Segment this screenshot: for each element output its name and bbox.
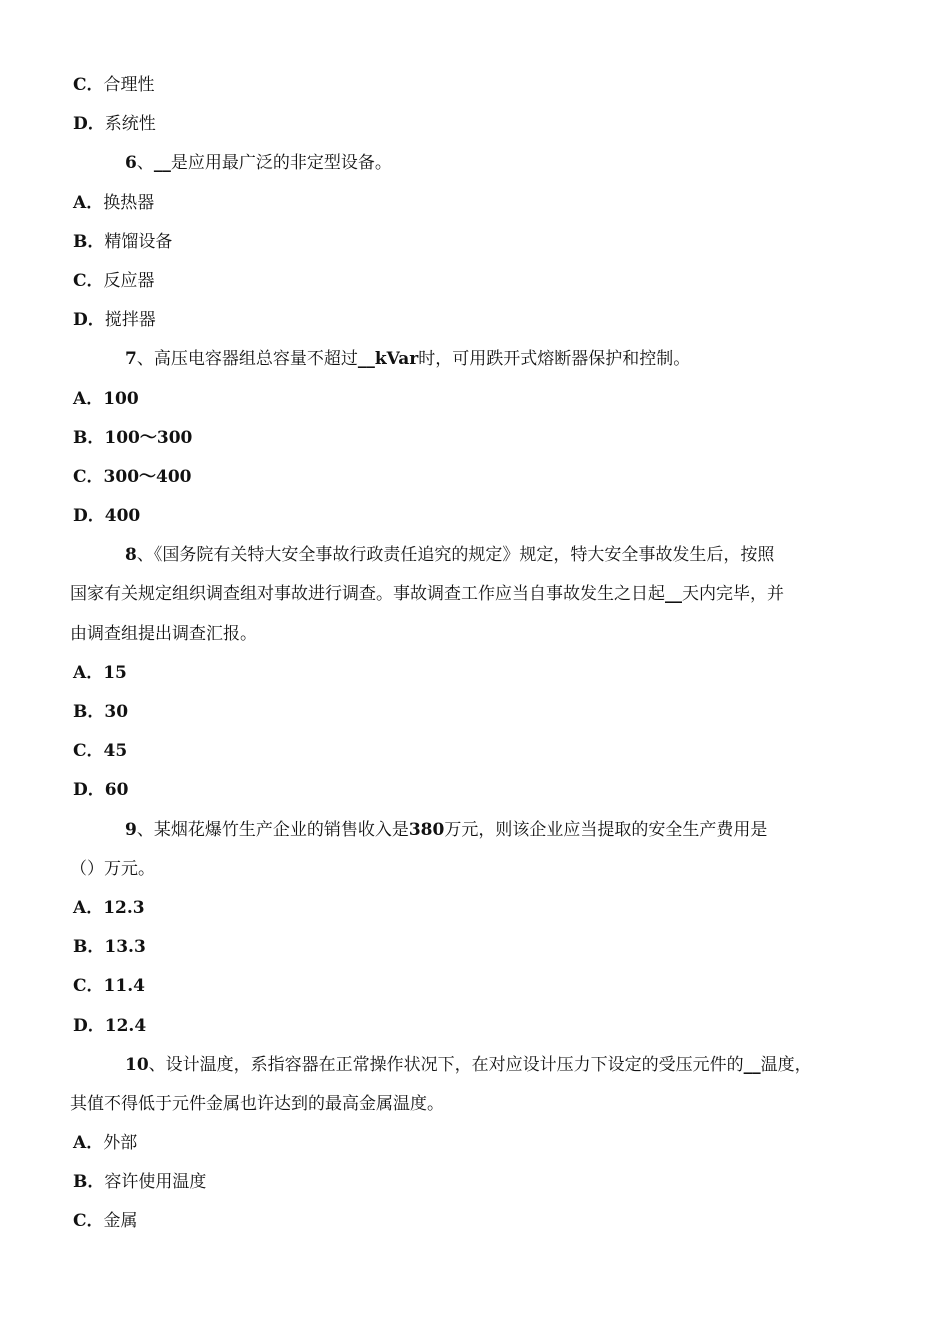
question-text: __: [743, 1054, 761, 1075]
question-line: [0, 1046, 950, 1085]
option-text: 400: [104, 506, 141, 527]
answer-option: [0, 223, 950, 262]
document-page: [0, 66, 950, 1242]
option-text: 30: [104, 702, 129, 722]
question-text: 由调查组提出调查汇报。: [70, 623, 257, 644]
answer-option: [0, 380, 950, 419]
option-text: 12.4: [104, 1015, 147, 1036]
question-text: 其值不得低于元件金属也许达到的最高金属温度。: [70, 1093, 444, 1114]
question-text: 设计温度，系指容器在正常操作状况下，在对应设计压力下设定的受压元件的: [165, 1054, 744, 1075]
option-letter: A．: [73, 897, 104, 918]
question-separator: 、: [148, 1054, 166, 1075]
question-continuation: [0, 1085, 950, 1124]
option-letter: C．: [73, 1211, 104, 1232]
question-text: __: [153, 153, 171, 174]
question-text: 温度，: [760, 1054, 812, 1075]
option-text: 15: [103, 662, 127, 683]
option-text: 系统性: [104, 114, 156, 135]
answer-option: [0, 1124, 950, 1163]
question-text: 国家有关规定组织调查组对事故进行调查。事故调查工作应当自事故发生之日起: [70, 584, 665, 605]
option-letter: C．: [73, 270, 104, 291]
question-continuation: [0, 575, 950, 614]
question-text: 380: [408, 819, 445, 840]
answer-option: [0, 262, 950, 301]
option-letter: D．: [73, 114, 105, 135]
option-letter: C．: [73, 741, 104, 762]
answer-option: [0, 771, 950, 810]
question-line: [0, 144, 950, 183]
option-letter: D．: [73, 310, 105, 331]
question-text: 高压电容器组总容量不超过: [153, 349, 358, 370]
option-text: 11.4: [103, 976, 145, 997]
answer-option: [0, 419, 950, 458]
answer-option: [0, 66, 950, 105]
option-text: 100: [103, 388, 139, 409]
answer-option: [0, 497, 950, 536]
option-letter: C．: [73, 976, 104, 997]
question-separator: 、: [136, 153, 154, 174]
question-line: [0, 811, 950, 850]
question-number: 7: [125, 349, 137, 370]
option-letter: A．: [73, 662, 104, 683]
question-separator: 、: [136, 545, 154, 566]
answer-option: [0, 1163, 950, 1202]
option-letter: D．: [73, 1015, 105, 1036]
question-text: 时，可用跌开式熔断器保护和控制。: [418, 349, 691, 370]
option-letter: A．: [73, 1133, 104, 1154]
option-text: 搅拌器: [104, 310, 156, 331]
question-text: __: [665, 584, 682, 605]
answer-option: [0, 693, 950, 732]
answer-option: [0, 732, 950, 771]
question-number: 6: [125, 153, 137, 174]
option-letter: B．: [73, 231, 105, 252]
question-line: [0, 340, 950, 379]
question-text: （）万元。: [70, 858, 155, 879]
option-text: 金属: [103, 1211, 138, 1232]
question-text: 《国务院有关特大安全事故行政责任追究的规定》规定，特大安全事故发生后，按照: [153, 545, 775, 566]
question-text: 万元，则该企业应当提取的安全生产费用是: [444, 819, 768, 840]
question-number: 10: [125, 1054, 149, 1075]
option-text: 100～300: [104, 427, 193, 448]
option-text: 12.3: [103, 897, 145, 918]
question-separator: 、: [136, 819, 154, 840]
option-letter: D．: [73, 780, 105, 801]
option-text: 容许使用温度: [104, 1172, 207, 1193]
answer-option: [0, 184, 950, 223]
answer-option: [0, 654, 950, 693]
option-text: 60: [104, 780, 129, 801]
answer-option: [0, 1202, 950, 1241]
option-letter: D．: [73, 506, 105, 527]
question-number: 8: [125, 545, 137, 566]
option-text: 45: [103, 741, 128, 762]
answer-option: [0, 967, 950, 1006]
answer-option: [0, 928, 950, 967]
option-letter: B．: [73, 427, 105, 448]
option-letter: B．: [73, 1172, 105, 1193]
option-text: 合理性: [103, 75, 155, 95]
option-letter: A．: [73, 192, 104, 213]
option-letter: B．: [73, 702, 105, 722]
answer-option: [0, 105, 950, 144]
question-text: __kVar: [357, 349, 419, 370]
question-continuation: [0, 615, 950, 654]
option-letter: C．: [73, 466, 104, 487]
answer-option: [0, 301, 950, 340]
answer-option: [0, 458, 950, 497]
option-text: 反应器: [103, 270, 155, 291]
option-text: 300～400: [103, 466, 192, 487]
option-text: 换热器: [103, 192, 155, 213]
option-text: 13.3: [104, 937, 146, 958]
option-letter: A．: [73, 388, 104, 409]
option-text: 精馏设备: [104, 231, 173, 252]
question-number: 9: [125, 819, 137, 840]
option-text: 外部: [103, 1133, 138, 1154]
question-text: 是应用最广泛的非定型设备。: [170, 153, 392, 174]
option-letter: B．: [73, 937, 105, 958]
question-separator: 、: [136, 349, 154, 370]
answer-option: [0, 889, 950, 928]
question-continuation: [0, 850, 950, 889]
question-text: 某烟花爆竹生产企业的销售收入是: [153, 819, 409, 840]
option-letter: C．: [73, 75, 104, 95]
answer-option: [0, 1007, 950, 1046]
question-line: [0, 536, 950, 575]
question-text: 天内完毕，并: [682, 584, 784, 605]
